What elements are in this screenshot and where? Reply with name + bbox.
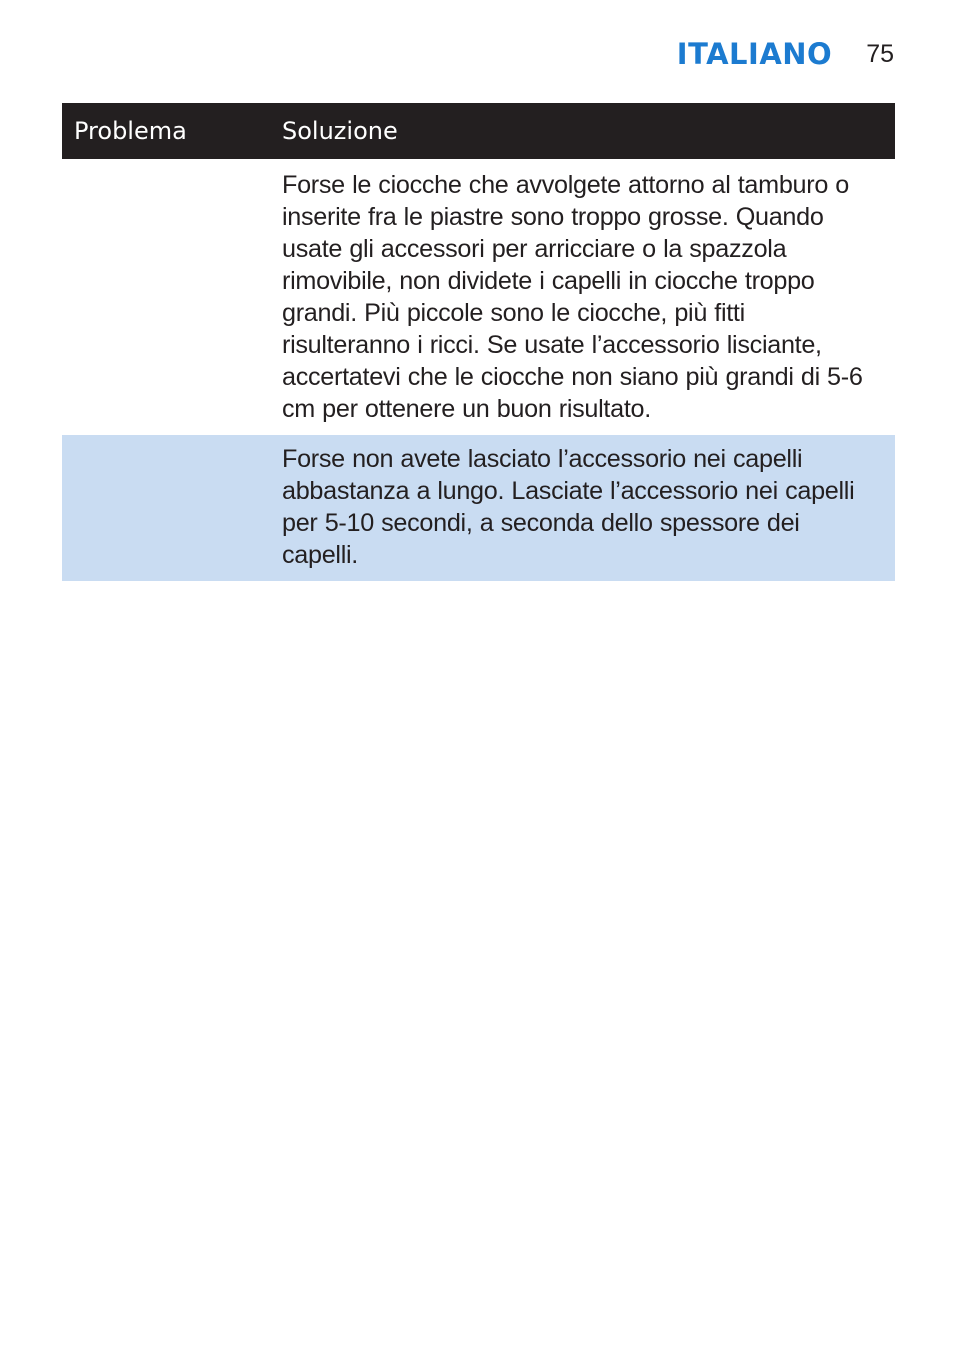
- page-number: 75: [866, 39, 894, 68]
- problem-cell: [62, 435, 282, 581]
- solution-cell: Forse le ciocche che avvolgete attorno al tamburo o inserite fra le piastre sono troppo grosse. Quando usate gli accessori per arricciare o la spazzola rimovibile, non dividete i capelli in ciocche troppo grandi. Più piccole sono le ciocche, più fitti risulteranno i ricci. Se usate l’accessorio lisciante, accertatevi che le ciocche non siano più grandi di 5-6 cm per ottenere un buon risultato.: [282, 171, 863, 423]
- troubleshooting-table: [62, 103, 895, 581]
- problem-cell: [62, 159, 282, 435]
- column-header-solution: Soluzione: [282, 117, 398, 145]
- table-row: [62, 435, 895, 581]
- solution-cell: Forse non avete lasciato l’accessorio nei capelli abbastanza a lungo. Lasciate l’accessorio nei capelli per 5-10 secondi, a seconda dello spessore dei capelli.: [282, 445, 855, 569]
- page-header: [677, 36, 894, 72]
- column-header-problem: Problema: [74, 117, 187, 145]
- section-language-title: ITALIANO: [676, 37, 833, 71]
- table-row: [62, 159, 895, 435]
- table-header-row: [62, 103, 895, 159]
